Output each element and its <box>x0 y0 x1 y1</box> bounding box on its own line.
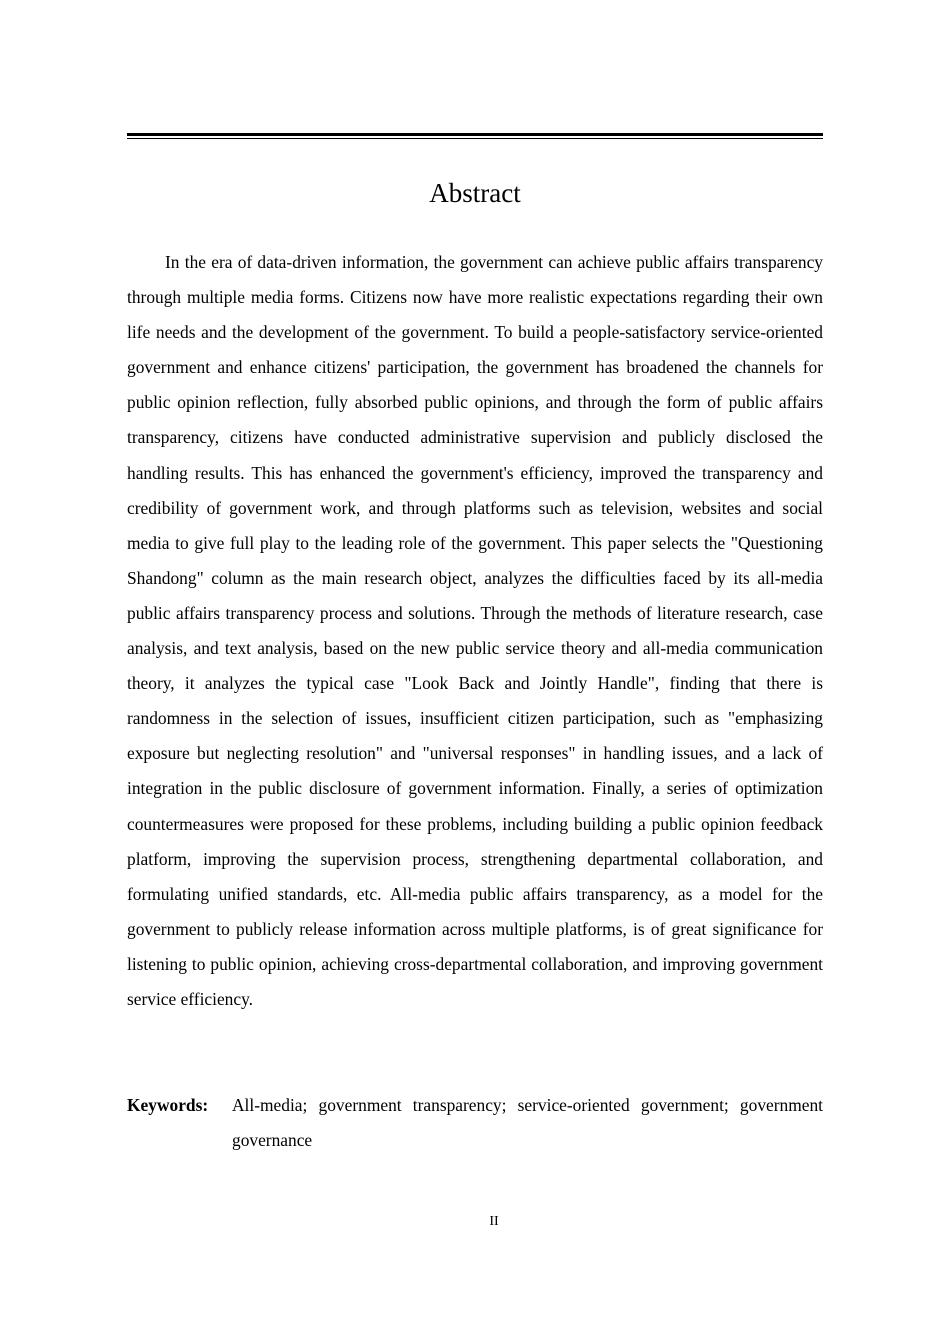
keywords-text: All-media; government transparency; service-oriented government; government governance <box>232 1095 823 1151</box>
header-double-rule <box>127 133 823 139</box>
keywords-line <box>127 1088 823 1158</box>
page-number: II <box>489 1214 499 1229</box>
page-title: Abstract <box>429 178 521 208</box>
keywords-label: Keywords: <box>127 1095 209 1115</box>
abstract-paragraph: In the era of data-driven information, the government can achieve public affairs transparency through multiple media forms. Citizens now have more realistic expectations regarding their own life needs and the development of the government. To build a people-satisfactory service-oriented government and enhance citizens' participation, the government has broadened the channels for public opinion reflection, fully absorbed public opinions, and through the form of public affairs transparency, citizens have conducted administrative supervision and publicly disclosed the handling results. This has enhanced the government's efficiency, improved the transparency and credibility of government work, and through platforms such as television, websites and social media to give full play to the leading role of the government. This paper selects the "Questioning Shandong" column as the main research object, analyzes the difficulties faced by its all-media public affairs transparency process and solutions. Through the methods of literature research, case analysis, and text analysis, based on the new public service theory and all-media communication theory, it analyzes the typical case "Look Back and Jointly Handle", finding that there is randomness in the selection of issues, insufficient citizen participation, such as "emphasizing exposure but neglecting resolution" and "universal responses" in handling issues, and a lack of integration in the public disclosure of government information. Finally, a series of optimization countermeasures were proposed for these problems, including building a public opinion feedback platform, improving the supervision process, strengthening departmental collaboration, and formulating unified standards, etc. All-media public affairs transparency, as a model for the government to publicly release information across multiple platforms, is of great significance for listening to public opinion, achieving cross-departmental collaboration, and improving government service efficiency. <box>127 252 823 1009</box>
